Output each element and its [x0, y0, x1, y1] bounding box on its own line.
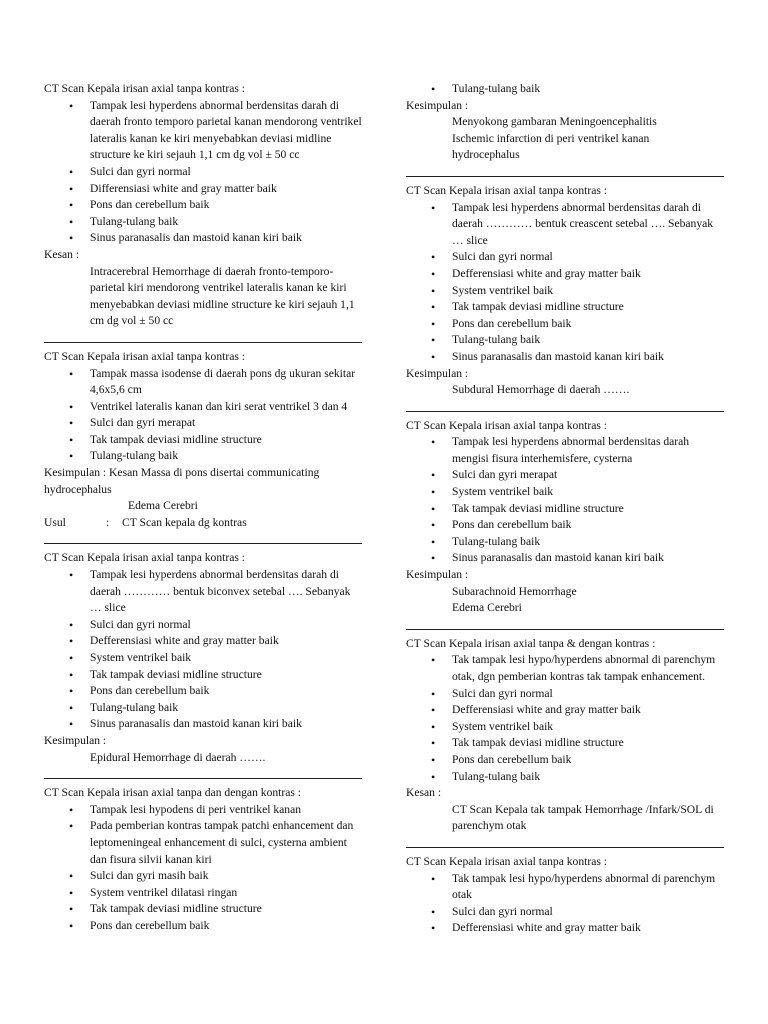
finding-item: • Tak tampak deviasi midline structure	[44, 667, 362, 684]
suggestion-separator: :	[106, 515, 110, 529]
findings-list	[406, 434, 724, 567]
left-column	[44, 81, 362, 935]
finding-item: • Tulang-tulang baik	[406, 332, 724, 349]
findings-list	[406, 200, 724, 366]
conclusion-line: Kesimpulan : Kesan Massa di pons disertai communicating hydrocephalus	[44, 466, 320, 496]
right-column	[406, 81, 724, 937]
findings-list	[44, 98, 362, 247]
suggestion-value: CT Scan kepala dg kontras	[122, 515, 247, 529]
finding-item: • Sinus paranasalis dan mastoid kanan kiri baik	[406, 550, 724, 567]
finding-item: • Tak tampak lesi hypo/hyperdens abnormal di parenchym otak, dgn pemberian kontras tak tampak enhancement.	[406, 652, 724, 685]
finding-item: • Pons dan cerebellum baik	[44, 197, 362, 214]
finding-item: • Sinus paranasalis dan mastoid kanan kiri baik	[406, 349, 724, 366]
impression-label: Kesan :	[406, 786, 442, 800]
finding-item: • Tulang-tulang baik	[44, 448, 362, 465]
finding-item: • Tampak lesi hyperdens abnormal berdensitas darah di daerah ………… bentuk biconvex setebal …. Sebanyak … slice	[44, 567, 362, 617]
conclusion-line: Subdural Hemorrhage di daerah …….	[452, 383, 630, 397]
conclusion-label: Kesimpulan :	[406, 568, 469, 582]
finding-item: • Defferensiasi white and gray matter baik	[406, 702, 724, 719]
section-title: CT Scan Kepala irisan axial tanpa kontras :	[44, 349, 246, 363]
finding-item: • Pons dan cerebellum baik	[44, 918, 362, 935]
conclusion-label: Kesimpulan :	[406, 366, 469, 380]
impression-text	[406, 802, 724, 835]
finding-item: • Sulci dan gyri normal	[406, 904, 724, 921]
finding-item: • System ventrikel baik	[406, 283, 724, 300]
finding-item: • Tulang-tulang baik	[406, 769, 724, 786]
finding-item: • Tak tampak deviasi midline structure	[406, 735, 724, 752]
report-section-3	[44, 543, 362, 766]
finding-item: • Tampak lesi hyperdens abnormal berdensitas darah di daerah ………… bentuk creascent setebal …. Sebanyak … slice	[406, 200, 724, 250]
finding-item: • Tak tampak deviasi midline structure	[406, 501, 724, 518]
findings-list	[406, 871, 724, 937]
finding-item: • Tampak lesi hyperdens abnormal berdensitas darah mengisi fisura interhemisfere, cysterna	[406, 434, 724, 467]
finding-item: • Pons dan cerebellum baik	[406, 316, 724, 333]
finding-item: • Tulang-tulang baik	[44, 700, 362, 717]
finding-item: • Ventrikel lateralis kanan dan kiri serat ventrikel 3 dan 4	[44, 399, 362, 416]
section-title: CT Scan Kepala irisan axial tanpa kontras :	[406, 183, 608, 197]
conclusion-line: hydrocephalus	[452, 148, 520, 162]
conclusion-text	[44, 750, 362, 767]
conclusion-line: Menyokong gambaran Meningoencephalitis	[452, 115, 657, 129]
finding-item: • System ventrikel dilatasi ringan	[44, 885, 362, 902]
findings-list	[44, 802, 362, 935]
impression-label: Kesan :	[44, 247, 80, 261]
finding-item: • Tak tampak deviasi midline structure	[406, 299, 724, 316]
finding-item: • Sulci dan gyri normal	[406, 686, 724, 703]
findings-list	[406, 81, 724, 98]
finding-item: • Tak tampak deviasi midline structure	[44, 901, 362, 918]
section-title: CT Scan Kepala irisan axial tanpa kontras :	[406, 854, 608, 868]
report-section-8	[406, 847, 724, 937]
finding-item: • Tulang-tulang baik	[44, 214, 362, 231]
finding-item: • Tampak lesi hyperdens abnormal berdensitas darah di daerah fronto temporo parietal kanan mendorong ventrikel lateralis kanan ke kiri menyebabkan deviasi midline structure ke kiri sejauh 1,1 cm dg vol ± 50 cc	[44, 98, 362, 164]
finding-item: • Defferensiasi white and gray matter baik	[406, 920, 724, 937]
section-title: CT Scan Kepala irisan axial tanpa kontras :	[44, 551, 246, 565]
section-title: CT Scan Kepala irisan axial tanpa & dengan kontras :	[406, 636, 656, 650]
findings-list	[44, 366, 362, 466]
suggestion-row	[44, 515, 362, 532]
finding-item: • System ventrikel baik	[406, 484, 724, 501]
conclusion-line: Ischemic infarction di peri ventrikel kanan	[452, 131, 650, 145]
conclusion-line: Subarachnoid Hemorrhage	[452, 584, 577, 598]
finding-item: • Tulang-tulang baik	[406, 534, 724, 551]
report-section-4	[44, 778, 362, 934]
finding-item: • Pons dan cerebellum baik	[44, 683, 362, 700]
findings-list	[44, 567, 362, 733]
conclusion-line: Epidural Hemorrhage di daerah …….	[90, 750, 266, 764]
suggestion-label: Usul	[44, 515, 66, 529]
finding-item: • Sinus paranasalis dan mastoid kanan kiri baik	[44, 230, 362, 247]
report-section-5	[406, 176, 724, 399]
section-title: CT Scan Kepala irisan axial tanpa kontras :	[406, 418, 608, 432]
finding-item: • Sulci dan gyri normal	[406, 249, 724, 266]
finding-item: • Tak tampak deviasi midline structure	[44, 432, 362, 449]
finding-item: • Defferensiasi white and gray matter baik	[44, 633, 362, 650]
section-title: CT Scan Kepala irisan axial tanpa dan dengan kontras :	[44, 786, 302, 800]
conclusion-label: Kesimpulan :	[44, 733, 107, 747]
finding-item: • System ventrikel baik	[44, 650, 362, 667]
conclusion-text	[406, 382, 724, 399]
conclusion-label: Kesimpulan :	[406, 98, 469, 112]
impression-line: Intracerebral Hemorrhage di daerah fronto-temporo-parietal kiri mendorong ventrikel lateralis kanan ke kiri menyebabkan deviasi midline structure ke kiri sejauh 1,1 cm dg vol ± 50 cc	[90, 264, 355, 328]
finding-item: • Tak tampak lesi hypo/hyperdens abnormal di parenchym otak	[406, 871, 724, 904]
impression-text	[44, 264, 362, 330]
finding-item: • Tulang-tulang baik	[406, 81, 724, 98]
conclusion-extra: Edema Cerebri	[128, 499, 198, 513]
finding-item: • Tampak massa isodense di daerah pons dg ukuran sekitar 4,6x5,6 cm	[44, 366, 362, 399]
report-section-continued	[406, 81, 724, 164]
finding-item: • Sulci dan gyri merapat	[44, 415, 362, 432]
finding-item: • System ventrikel baik	[406, 719, 724, 736]
report-section-7	[406, 629, 724, 835]
finding-item: • Sulci dan gyri normal	[44, 164, 362, 181]
finding-item: • Defferensiasi white and gray matter baik	[406, 266, 724, 283]
conclusion-text	[406, 584, 724, 617]
finding-item: • Tampak lesi hypodens di peri ventrikel kanan	[44, 802, 362, 819]
finding-item: • Sulci dan gyri normal	[44, 617, 362, 634]
section-title: CT Scan Kepala irisan axial tanpa kontras :	[44, 82, 246, 95]
findings-list	[406, 652, 724, 785]
conclusion-text	[406, 114, 724, 164]
finding-item: • Pada pemberian kontras tampak patchi enhancement dan leptomeningeal enhancement di sulci, cysterna ambient dan fisura silvii kanan kiri	[44, 818, 362, 868]
finding-item: • Sulci dan gyri masih baik	[44, 868, 362, 885]
finding-item: • Differensiasi white and gray matter baik	[44, 181, 362, 198]
report-section-1	[44, 81, 362, 330]
conclusion-line: Edema Cerebri	[452, 601, 522, 615]
finding-item: • Sulci dan gyri merapat	[406, 467, 724, 484]
finding-item: • Pons dan cerebellum baik	[406, 752, 724, 769]
report-section-6	[406, 411, 724, 617]
report-section-2	[44, 342, 362, 532]
finding-item: • Sinus paranasalis dan mastoid kanan kiri baik	[44, 716, 362, 733]
impression-line: CT Scan Kepala tak tampak Hemorrhage /Infark/SOL di parenchym otak	[452, 802, 714, 833]
finding-item: • Pons dan cerebellum baik	[406, 517, 724, 534]
